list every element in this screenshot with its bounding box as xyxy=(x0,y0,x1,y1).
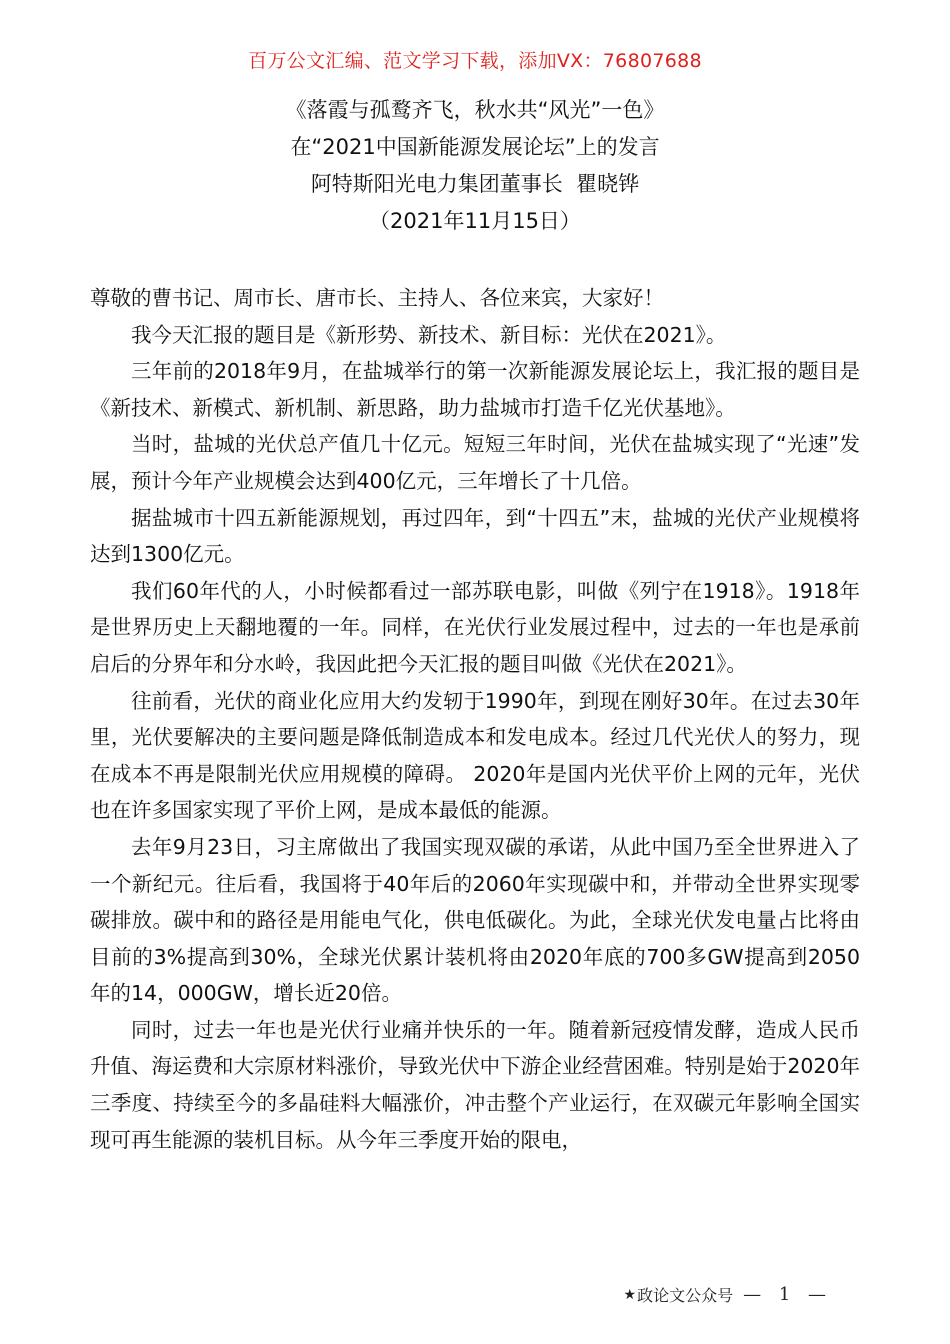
body-text xyxy=(90,280,860,1158)
paragraph: 我今天汇报的题目是《新形势、新技术、新目标：光伏在2021》。 xyxy=(131,322,727,347)
speech-title: 《落霞与孤鹜齐飞，秋水共“风光”一色》 xyxy=(285,98,665,122)
paragraph-greeting: 尊敬的曹书记、周市长、唐市长、主持人、各位来宾，大家好！ xyxy=(90,286,664,310)
paragraph: 去年9月23日，习主席做出了我国实现双碳的承诺，从此中国乃至全世界进入了一个新纪元。往后看，我国将于40年后的2060年实现碳中和，并带动全世界实现零碳排放。碳中和的路径是用能电气化，供电低碳化。为此，全球光伏发电量占比将由目前的3%提高到30%，全球光伏累计装机将由2020年底的700多GW提高到2050年的14，000GW，增长近20倍。 xyxy=(90,834,860,1006)
paragraph: 我们60年代的人，小时候都看过一部苏联电影，叫做《列宁在1918》。1918年是世界历史上天翻地覆的一年。同样，在光伏行业发展过程中，过去的一年也是承前启后的分界年和分水岭，我因此把今天汇报的题目叫做《光伏在2021》。 xyxy=(90,578,860,676)
star-icon: ★ xyxy=(623,1286,637,1303)
paragraph: 往前看，光伏的商业化应用大约发轫于1990年，到现在刚好30年。在过去30年里，光伏要解决的主要问题是降低制造成本和发电成本。经过几代光伏人的努力，现在成本不再是限制光伏应用规模的障碍。 2020年是国内光伏平价上网的元年，光伏也在许多国家实现了平价上网，是成本最低的能源。 xyxy=(90,688,860,823)
page-footer xyxy=(624,1283,832,1306)
page-number: — 1 — xyxy=(743,1284,832,1305)
speech-date: （2021年11月15日） xyxy=(369,209,581,233)
footer-source: 政论文公众号 xyxy=(637,1286,734,1305)
title-block xyxy=(0,92,950,240)
speech-occasion: 在“2021中国新能源发展论坛”上的发言 xyxy=(290,135,660,159)
speaker-line: 阿特斯阳光电力集团董事长 瞿晓铧 xyxy=(310,172,640,196)
paragraph: 同时，过去一年也是光伏行业痛并快乐的一年。随着新冠疫情发酵，造成人民币升值、海运费和大宗原材料涨价，导致光伏中下游企业经营困难。特别是始于2020年三季度、持续至今的多晶硅料大幅涨价，冲击整个产业运行，在双碳元年影响全国实现可再生能源的装机目标。从今年三季度开始的限电， xyxy=(90,1017,860,1152)
paragraph: 据盐城市十四五新能源规划，再过四年，到“十四五”末，盐城的光伏产业规模将达到1300亿元。 xyxy=(90,505,860,567)
paragraph: 三年前的2018年9月，在盐城举行的第一次新能源发展论坛上，我汇报的题目是《新技术、新模式、新机制、新思路，助力盐城市打造千亿光伏基地》。 xyxy=(90,359,860,420)
paragraph: 当时，盐城的光伏总产值几十亿元。短短三年时间，光伏在盐城实现了“光速”发展，预计今年产业规模会达到400亿元，三年增长了十几倍。 xyxy=(90,432,860,493)
promo-header-note: 百万公文汇编、范文学习下载，添加VX：76807688 xyxy=(248,50,702,72)
